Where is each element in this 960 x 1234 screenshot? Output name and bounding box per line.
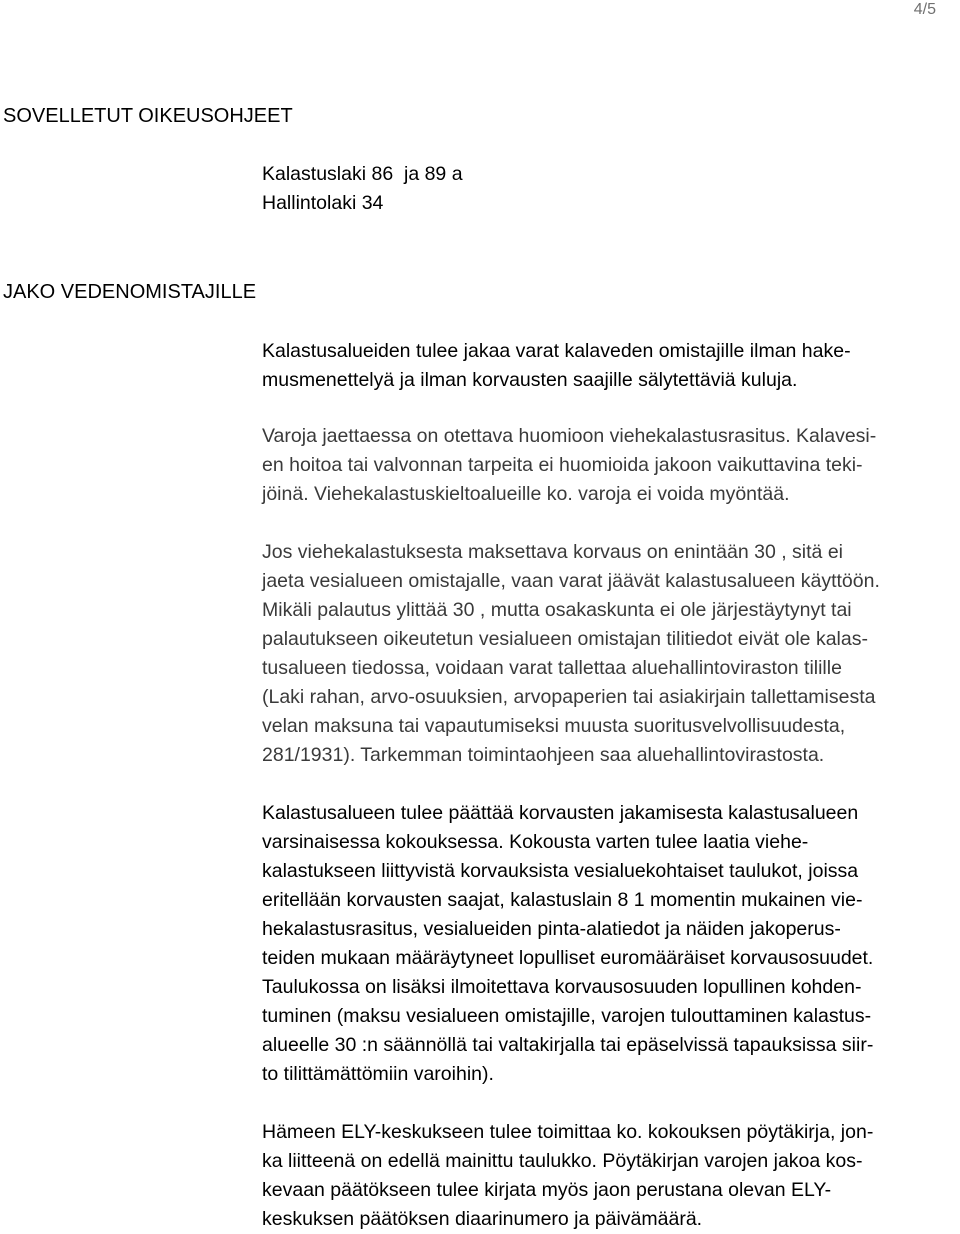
- paragraph-line: Taulukossa on lisäksi ilmoitettava korvausosuuden lopullinen kohden-: [262, 976, 862, 998]
- paragraph-3: [262, 538, 952, 770]
- page-number: 4/5: [913, 1, 936, 18]
- paragraph-line: velan maksuna tai vapautumiseksi muusta suoritusvelvollisuudesta,: [262, 715, 846, 737]
- paragraph-line: Mikäli palautus ylittää 30 , mutta osakaskunta ei ole järjestäytynyt tai: [262, 599, 852, 621]
- paragraph-line: (Laki rahan, arvo-osuuksien, arvopaperien tai asiakirjain tallettamisesta: [262, 686, 876, 708]
- paragraph-line: kevaan päätökseen tulee kirjata myös jaon perustana olevan ELY-: [262, 1179, 832, 1201]
- paragraph-line: hekalastusrasitus, vesialueiden pinta-alatiedot ja näiden jakoperus-: [262, 918, 841, 940]
- paragraph-line: Hämeen ELY-keskukseen tulee toimittaa ko. kokouksen pöytäkirja, jon-: [262, 1121, 874, 1143]
- legal-reference-line: Hallintolaki 34: [262, 192, 389, 214]
- paragraph-line: Kalastusalueen tulee päättää korvausten jakamisesta kalastusalueen: [262, 802, 859, 824]
- paragraph-line: kalastukseen liittyvistä korvauksista vesialuekohtaiset taulukot, joissa: [262, 860, 859, 882]
- paragraph-line: keskuksen päätöksen diaarinumero ja päivämäärä.: [262, 1208, 703, 1230]
- section-heading-distribution: JAKO VEDENOMISTAJILLE: [3, 281, 257, 303]
- section-heading-legal-basis: SOVELLETUT OIKEUSOHJEET: [3, 105, 293, 127]
- paragraph-5: [262, 1118, 952, 1234]
- paragraph-line: jöinä. Viehekalastuskieltoalueille ko. varoja ei voida myöntää.: [262, 483, 790, 505]
- paragraph-2: [262, 422, 952, 509]
- legal-reference-line: Kalastuslaki 86 ja 89 a: [262, 163, 468, 185]
- paragraph-line: Kalastusalueiden tulee jakaa varat kalaveden omistajille ilman hake-: [262, 340, 851, 362]
- paragraph-line: varsinaisessa kokouksessa. Kokousta varten tulee laatia viehe-: [262, 831, 809, 853]
- paragraph-line: musmenettelyä ja ilman korvausten saajille sälytettäviä kuluja.: [262, 369, 798, 391]
- paragraph-line: Varoja jaettaessa on otettava huomioon viehekalastusrasitus. Kalavesi-: [262, 425, 877, 447]
- paragraph-line: tuminen (maksu vesialueen omistajille, varojen tulouttaminen kalastus-: [262, 1005, 872, 1027]
- paragraph-line: teiden mukaan määräytyneet lopulliset euromääräiset korvausosuudet.: [262, 947, 874, 969]
- paragraph-4: [262, 799, 952, 1089]
- paragraph-line: jaeta vesialueen omistajalle, vaan varat jäävät kalastusalueen käyttöön.: [262, 570, 880, 592]
- paragraph-line: 281/1931). Tarkemman toimintaohjeen saa aluehallintovirastosta.: [262, 744, 825, 766]
- paragraph-line: en hoitoa tai valvonnan tarpeita ei huomioida jakoon vaikuttavina teki-: [262, 454, 863, 476]
- paragraph-line: palautukseen oikeutetun vesialueen omistajan tilitiedot eivät ole kalas-: [262, 628, 868, 650]
- paragraph-line: alueelle 30 :n säännöllä tai valtakirjalla tai epäselvissä tapauksissa siir-: [262, 1034, 874, 1056]
- paragraph-line: to tilittämättömiin varoihin).: [262, 1063, 494, 1085]
- paragraph-line: tusalueen tiedossa, voidaan varat tallettaa aluehallintoviraston tilille: [262, 657, 842, 679]
- legal-references: [262, 160, 952, 218]
- paragraph-line: ka liitteenä on edellä mainittu taulukko. Pöytäkirjan varojen jakoa kos-: [262, 1150, 863, 1172]
- paragraph-line: eritellään korvausten saajat, kalastuslain 8 1 momentin mukainen vie-: [262, 889, 863, 911]
- paragraph-line: Jos viehekalastuksesta maksettava korvaus on enintään 30 , sitä ei: [262, 541, 843, 563]
- paragraph-1: [262, 337, 952, 395]
